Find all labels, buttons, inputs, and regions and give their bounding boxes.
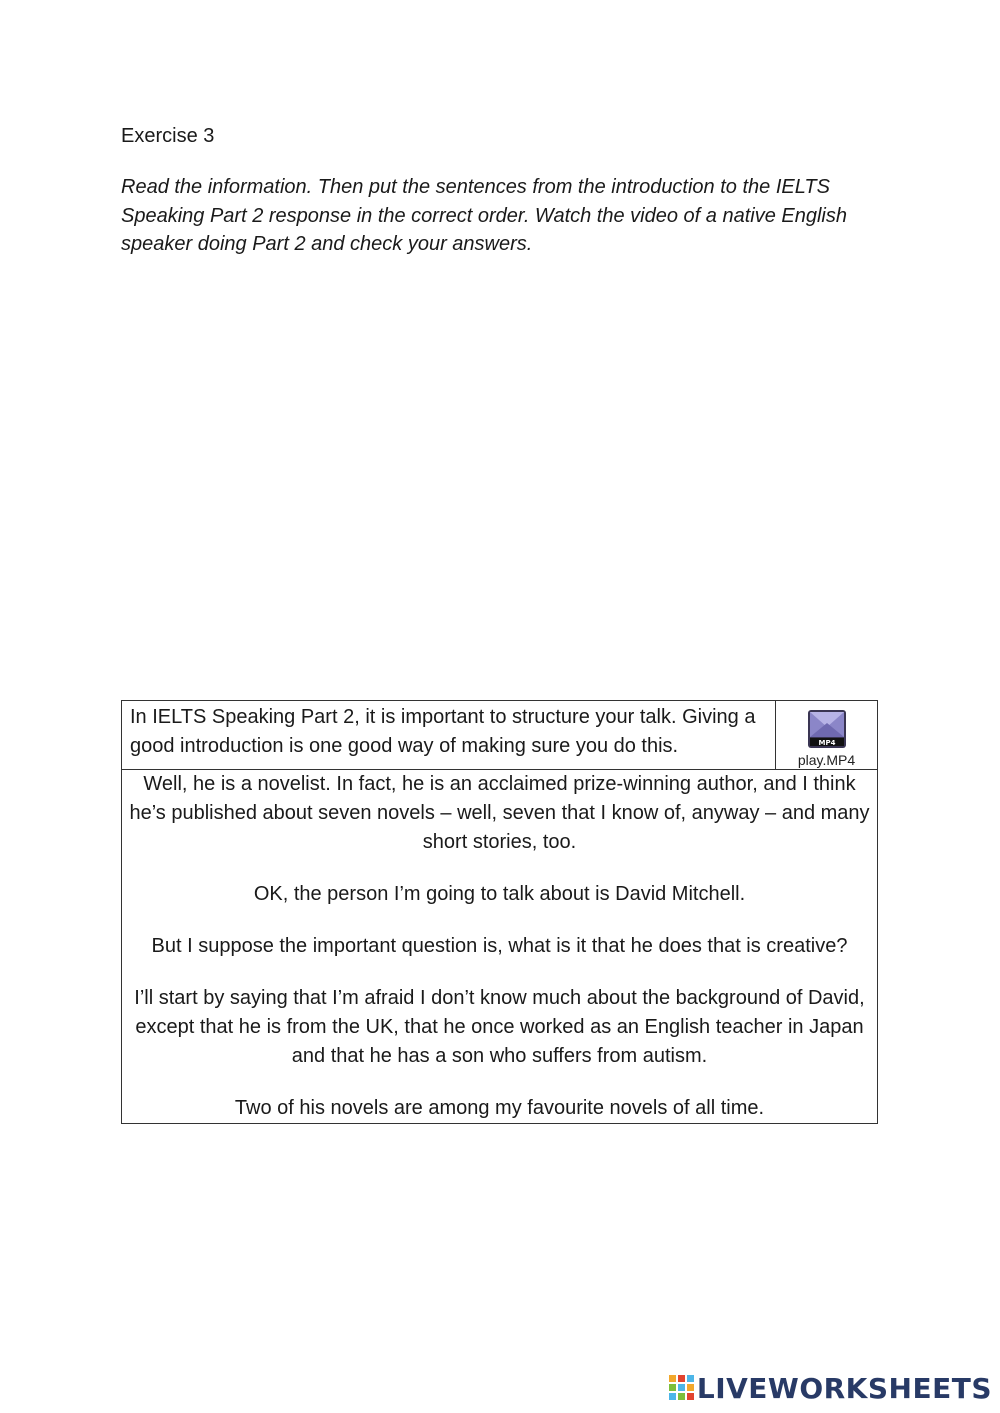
exercise-instructions: Read the information. Then put the sentences from the introduction to the IELTS Speaking Part 2 response in the correct order. Watch the video of a native English speaker doing Part 2 and check your answers.	[121, 176, 847, 255]
sentence-1[interactable]: Well, he is a novelist. In fact, he is an acclaimed prize-winning author, and I think he’s published about seven novels – well, seven that I know of, anyway – and many short stories, too.	[129, 773, 870, 853]
sentence-5[interactable]: Two of his novels are among my favourite novels of all time.	[234, 1097, 765, 1119]
sentence-3[interactable]: But I suppose the important question is, what is it that he does that is creative?	[151, 935, 848, 957]
sentence-2[interactable]: OK, the person I’m going to talk about is David Mitchell.	[253, 883, 746, 905]
sentence-4[interactable]: I’ll start by saying that I’m afraid I don’t know much about the background of David, except that he is from the UK, that he once worked as an English teacher in Japan and that he has a son who suffers from autism.	[134, 987, 865, 1067]
video-file-label[interactable]: play.MP4	[797, 752, 856, 768]
liveworksheets-logo-icon	[669, 1375, 695, 1403]
mp4-file-icon[interactable]	[807, 709, 847, 749]
exercise-title: Exercise 3	[121, 125, 215, 147]
mp4-icon-text: MP4	[818, 739, 835, 747]
exercise-table	[121, 700, 878, 1124]
liveworksheets-logo-text: LIVEWORKSHEETS	[696, 1372, 992, 1405]
info-row	[122, 701, 877, 770]
info-text: In IELTS Speaking Part 2, it is important to structure your talk. Giving a good introduction is one good way of making sure you do this.	[122, 701, 776, 769]
sentence-list	[122, 770, 877, 1123]
liveworksheets-logo	[669, 1372, 992, 1405]
video-attachment[interactable]	[776, 701, 877, 769]
